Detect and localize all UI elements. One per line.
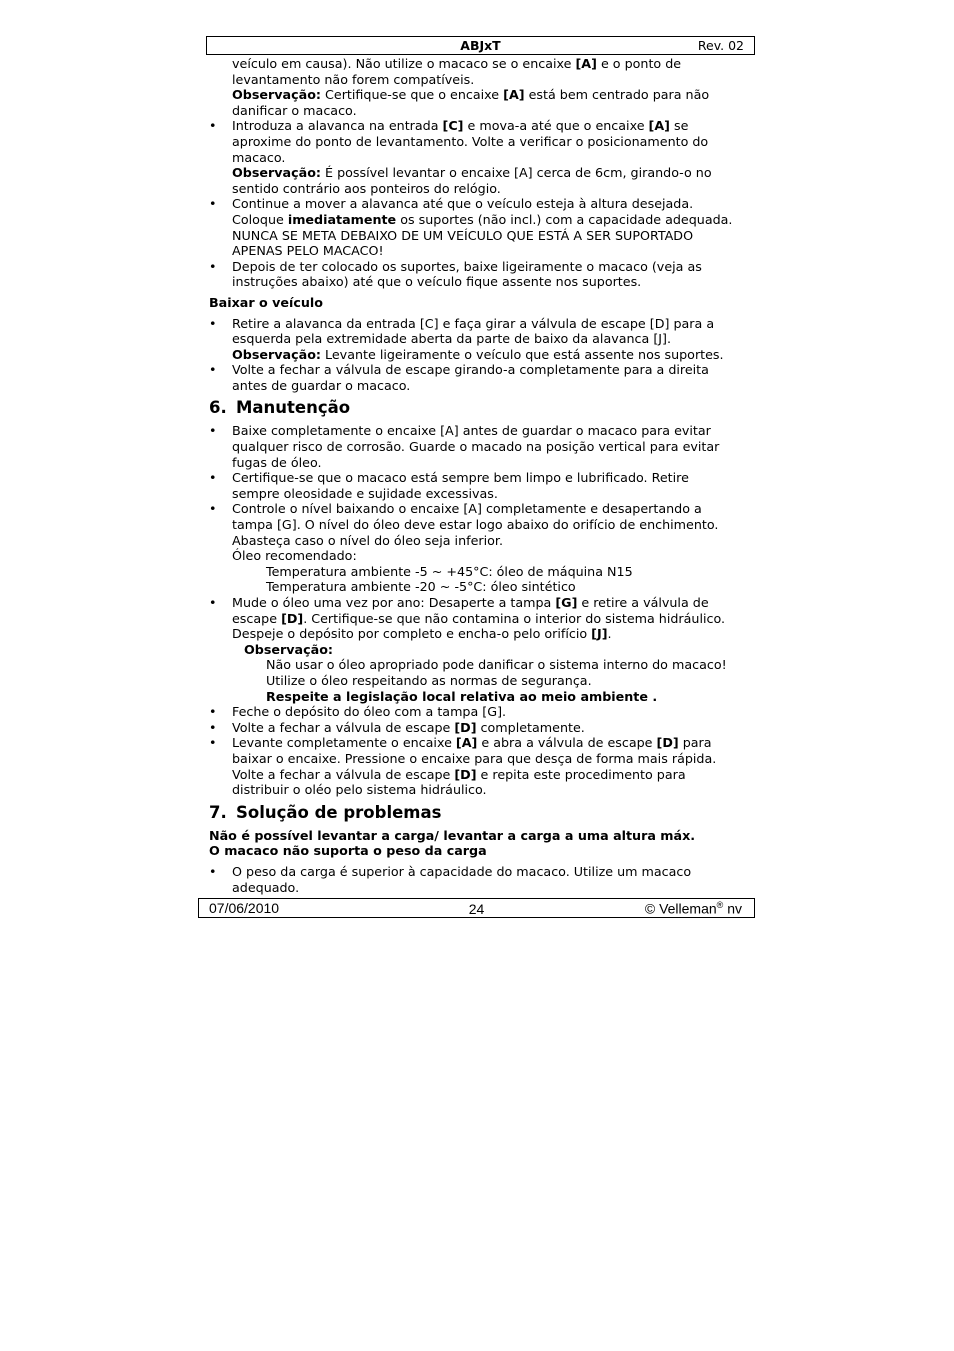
lifting-steps-list <box>209 118 749 290</box>
list-item: • O peso da carga é superior à capacidade do macaco. Utilize um macaco adequado. <box>209 864 749 895</box>
environment-notice: Respeite a legislação local relativa ao meio ambiente . <box>266 688 658 704</box>
list-item: • Mude o óleo uma vez por ano: Desaperte a tampa [G] e retire a válvula de escape [D]. Certifique-se que não contamina o interior do sistema hidráulico. Despeje o depósito por completo e encha-o pelo orifício [J]. Observação: Não usar o óleo apropriado pode danificar o sistema interno do macaco! Utilize o óleo respeitando as normas de segurança. Respeite a legislação local relativa ao meio ambiente . <box>209 595 749 704</box>
list-item: • Feche o depósito do óleo com a tampa [G]. <box>209 704 749 720</box>
problem-heading-1: Não é possível levantar a carga/ levantar a carga a uma altura máx. <box>209 827 696 843</box>
lowering-steps-list <box>209 316 749 394</box>
list-item: • Certifique-se que o macaco está sempre bem limpo e lubrificado. Retire sempre oleosidade e sujidade excessivas. <box>209 470 749 501</box>
subheading-baixar: Baixar o veículo <box>209 294 323 310</box>
list-item: • Baixe completamente o encaixe [A] antes de guardar o macaco para evitar qualquer risco de corrosão. Guarde o macado na posição vertical para evitar fugas de óleo. <box>209 423 749 470</box>
page-header <box>206 36 755 55</box>
continued-paragraph: veículo em causa). Não utilize o macaco se o encaixe [A] e o ponto de levantamento não forem compatíveis. Observação: Certifique-se que o encaixe [A] está bem centrado para não danificar o macaco. <box>209 56 749 118</box>
page-number: 24 <box>468 901 485 917</box>
warning-text: NUNCA SE META DEBAIXO DE UM VEÍCULO QUE ESTÁ A SER SUPORTADO <box>232 227 694 243</box>
page-footer <box>198 898 755 918</box>
list-item: • Continue a mover a alavanca até que o veículo esteja à altura desejada. Coloque imediatamente os suportes (não incl.) com a capacidade adequada. NUNCA SE META DEBAIXO DE UM VEÍCULO QUE ESTÁ A SER SUPORTADO APENAS PELO MACACO! <box>209 196 749 258</box>
list-item: • Depois de ter colocado os suportes, baixe ligeiramente o macaco (veja as instruções abaixo) até que o veículo fique assente nos suportes. <box>209 259 749 290</box>
list-item: • Controle o nível baixando o encaixe [A] completamente e desapertando a tampa [G]. O nível do óleo deve estar logo abaixo do orifício de enchimento. Abasteça caso o nível do óleo seja inferior. Óleo recomendado: Temperatura ambiente -5 ~ +45°C: óleo de máquina N15 Temperatura ambiente -20 ~ -5°C: óleo sintético <box>209 501 749 595</box>
oil-spec-2: Temperatura ambiente -20 ~ -5°C: óleo sintético <box>266 579 576 595</box>
list-item: • Introduza a alavanca na entrada [C] e mova-a até que o encaixe [A] se aproxime do ponto de levantamento. Volte a verificar o posicionamento do macaco. Observação: É possível levantar o encaixe [A] cerca de 6cm, girando-o no sentido contrário aos ponteiros do relógio. <box>209 118 749 196</box>
oil-spec-1: Temperatura ambiente -5 ~ +45°C: óleo de máquina N15 <box>266 563 633 579</box>
header-model: ABJxT <box>460 38 501 53</box>
note-label: Observação: <box>244 641 333 657</box>
note: Observação: Levante ligeiramente o veículo que está assente nos suportes. <box>232 346 724 362</box>
header-revision: Rev. 02 <box>697 38 744 53</box>
page-content <box>209 56 749 895</box>
list-item: • Retire a alavanca da entrada [C] e faça girar a válvula de escape [D] para a esquerda pela extremidade aberta da parte de baixo da alavanca [J]. Observação: Levante ligeiramente o veículo que está assente nos suportes. <box>209 316 749 363</box>
footer-copyright: © Velleman® nv <box>644 900 742 917</box>
maintenance-list <box>209 423 749 797</box>
list-item: • Volte a fechar a válvula de escape girando-a completamente para a direita antes de guardar o macaco. <box>209 362 749 393</box>
list-item: • Levante completamente o encaixe [A] e abra a válvula de escape [D] para baixar o encaixe. Pressione o encaixe para que desça de forma mais rápida. Volte a fechar a válvula de escape [D] e repita este procedimento para distribuir o oléo pelo sistema hidráulico. <box>209 735 749 797</box>
footer-date: 07/06/2010 <box>209 900 280 916</box>
section-heading-troubleshooting: 7. Solução de problemas <box>209 802 442 822</box>
list-item: • Volte a fechar a válvula de escape [D] completamente. <box>209 720 749 736</box>
troubleshooting-list <box>209 864 749 895</box>
problem-heading-2: O macaco não suporta o peso da carga <box>209 843 487 859</box>
note: Observação: É possível levantar o encaixe [A] cerca de 6cm, girando-o no <box>232 165 712 181</box>
section-heading-maintenance: 6. Manutenção <box>209 398 351 418</box>
note: Observação: Certifique-se que o encaixe [A] está bem centrado para não <box>232 87 710 103</box>
